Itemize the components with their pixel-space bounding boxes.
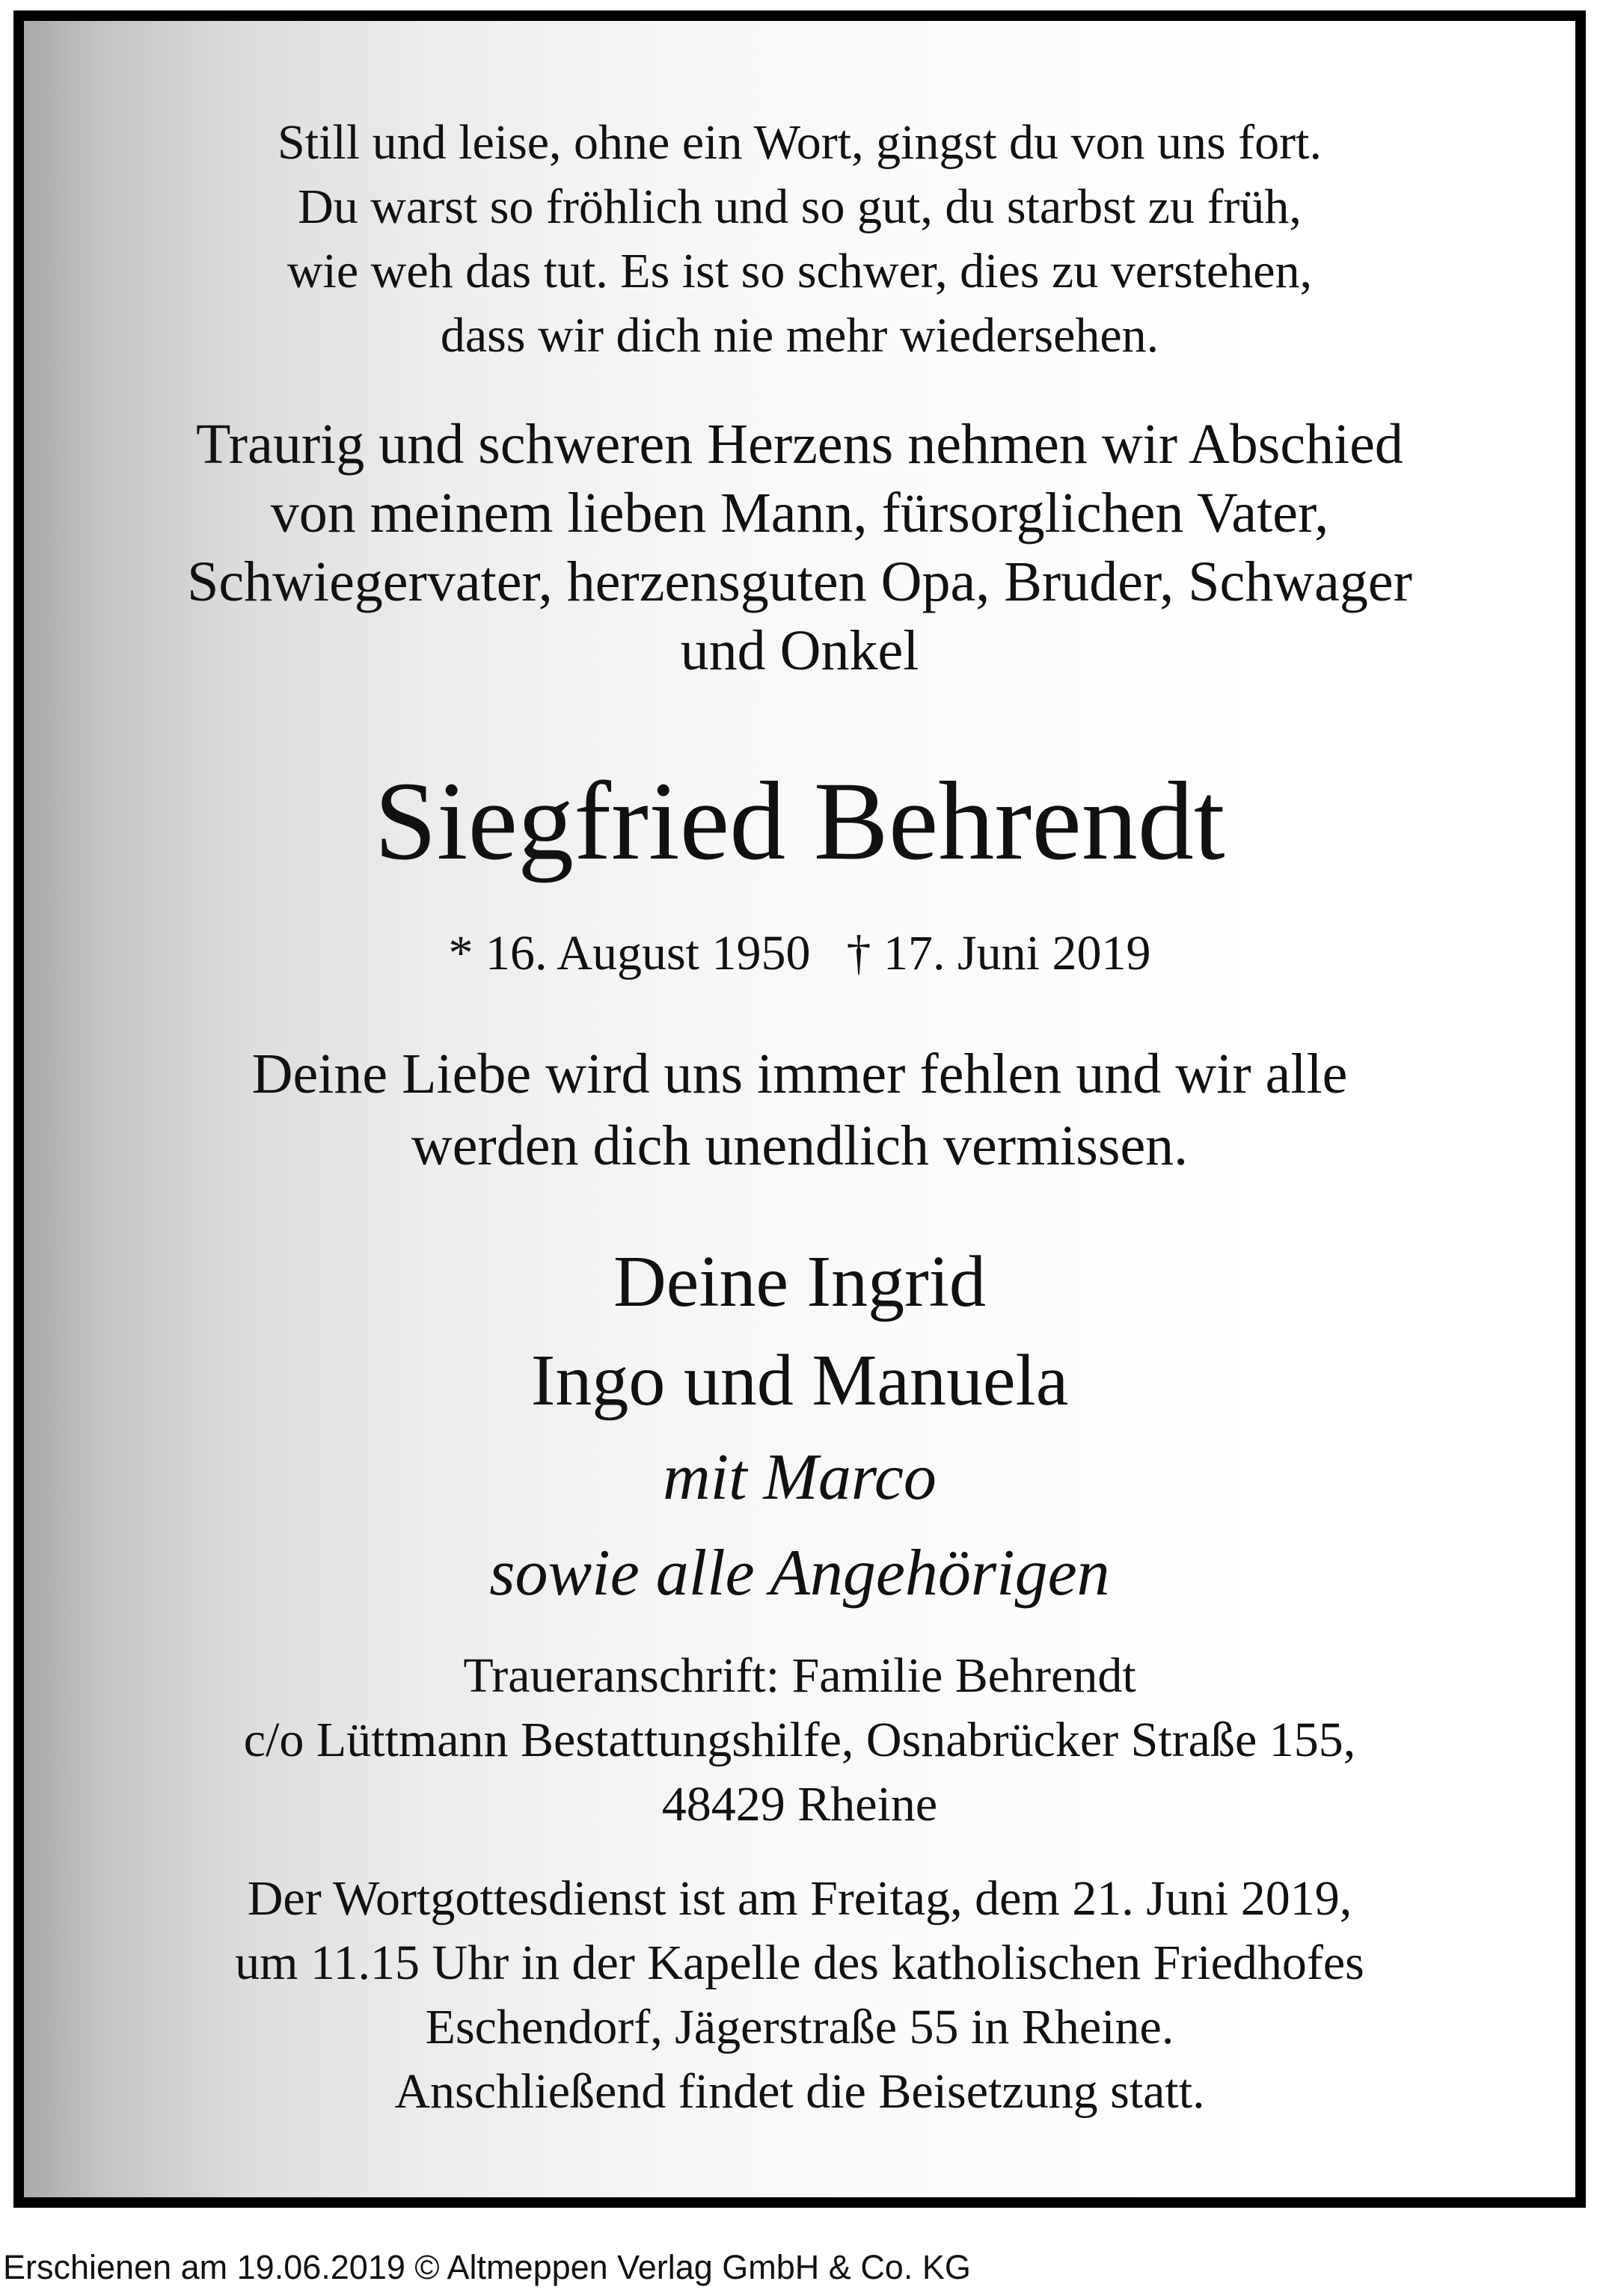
love-message	[24, 1038, 1575, 1182]
deceased-name: Siegfried Behrendt	[374, 759, 1225, 883]
birth-date: * 16. August 1950	[448, 926, 811, 980]
intro-line: und Onkel	[680, 619, 919, 682]
publication-footer: Erschienen am 19.06.2019 © Altmeppen Verlag GmbH & Co. KG	[3, 2248, 971, 2286]
love-line: Deine Liebe wird uns immer fehlen und wir alle	[251, 1043, 1348, 1105]
service-line: Der Wortgottesdienst ist am Freitag, dem 21. Juni 2019,	[247, 1871, 1352, 1926]
mourning-address	[24, 1644, 1575, 1837]
service-line: um 11.15 Uhr in der Kapelle des katholischen Friedhofes	[235, 1936, 1364, 1990]
poem-line: wie weh das tut. Es ist so schwer, dies zu verstehen,	[286, 244, 1313, 298]
address-line: 48429 Rheine	[661, 1777, 938, 1832]
love-line: werden dich unendlich vermissen.	[411, 1114, 1189, 1177]
address-line: Traueranschrift: Familie Behrendt	[463, 1648, 1136, 1703]
intro-line: von meinem lieben Mann, fürsorglichen Vater,	[270, 482, 1329, 544]
poem-line: dass wir dich nie mehr wiedersehen.	[440, 308, 1159, 363]
life-dates	[24, 924, 1575, 983]
service-line: Eschendorf, Jägerstraße 55 in Rheine.	[425, 2000, 1174, 2054]
signers	[24, 1233, 1575, 1621]
signer-marco: mit Marco	[663, 1441, 937, 1514]
intro-text	[24, 410, 1575, 685]
service-info	[24, 1867, 1575, 2124]
poem	[24, 111, 1575, 368]
intro-line: Schwiegervater, herzensguten Opa, Bruder, Schwager	[187, 550, 1412, 613]
intro-line: Traurig und schweren Herzens nehmen wir Abschied	[196, 413, 1403, 476]
death-date: † 17. Juni 2019	[846, 926, 1151, 980]
poem-line: Du warst so fröhlich und so gut, du starbst zu früh,	[298, 179, 1302, 234]
signer-ingo-manuela: Ingo und Manuela	[530, 1340, 1069, 1421]
signer-ingrid: Deine Ingrid	[613, 1241, 986, 1322]
obituary-frame	[13, 10, 1586, 2208]
signer-relatives: sowie alle Angehörigen	[489, 1537, 1110, 1609]
service-line: Anschließend findet die Beisetzung statt.	[394, 2064, 1205, 2119]
address-line: c/o Lüttmann Bestattungshilfe, Osnabrücker Straße 155,	[243, 1713, 1356, 1767]
poem-line: Still und leise, ohne ein Wort, gingst du von uns fort.	[278, 115, 1322, 170]
